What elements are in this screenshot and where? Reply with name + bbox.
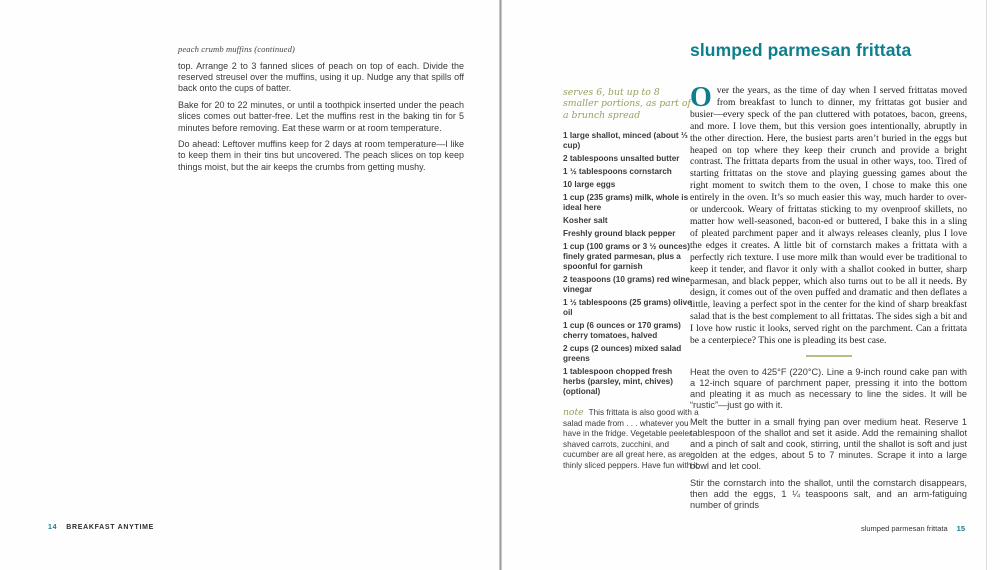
ingredient-item: 1 tablespoon chopped fresh herbs (parsley, mint, chives) (optional) [563,367,673,397]
serves-note: serves 6, but up to 8 smaller portions, as part of a brunch spread [563,87,691,121]
instruction-paragraph: Heat the oven to 425°F (220°C). Line a 9-inch round cake pan with a 12-inch square of parchment paper, pressing it into the bottom and pleating it as much as necessary to line the sides. It will be “rustic”—just go with it. [690,366,967,410]
section-title: BREAKFAST ANYTIME [66,524,155,531]
note-text: This frittata is also good with a salad made from . . . whatever you have in the fridge. Vegetable peeler shaved carrots, zucchini, and cucumber are all great here, as are thinly sliced peppers. Have fun with it. [563,408,700,470]
recipe-note [563,408,701,471]
ingredient-item: 2 cups (2 ounces) mixed salad greens [563,344,682,364]
ingredient-item: 1 cup (6 ounces or 170 grams) cherry tomatoes, halved [563,321,681,341]
left-page-number: 14 [48,524,58,531]
ingredient-item: 10 large eggs [563,180,616,190]
ingredient-item: 2 teaspoons (10 grams) red wine vinegar [563,275,690,295]
left-page-footer [48,524,154,531]
muffin-paragraph: Do ahead: Leftover muffins keep for 2 days at room temperature—I like to keep them in their tins but uncovered. The peach slices on top keep things moist, but the air keeps the crumbs from getting mushy. [178,139,464,172]
page-edge [986,0,987,570]
ingredient-item: 1 large shallot, minced (about ⅓ cup) [563,131,688,151]
footer-recipe-name: slumped parmesan frittata [860,524,948,533]
ingredients-list [563,131,693,397]
ingredients-column [563,87,700,471]
ingredient-item: Kosher salt [563,216,608,226]
muffin-recipe-continued [178,61,464,178]
muffin-paragraph: Bake for 20 to 22 minutes, or until a toothpick inserted under the peach slices comes out batter-free. Let the muffins rest in the baking tin for 5 minutes before removing. Eat these warm or at room temperature. [178,100,464,133]
ingredient-item: 1 ½ tablespoons cornstarch [563,167,672,177]
right-page-footer [861,524,965,533]
note-label: note [563,407,584,419]
ingredient-item: 1 ½ tablespoons (25 grams) olive oil [563,298,692,318]
book-spine [499,0,502,570]
ingredient-item: 1 cup (235 grams) milk, whole is ideal here [563,193,689,213]
drop-cap: O [690,82,712,113]
recipe-headnote [690,82,967,347]
ingredient-item: 1 cup (100 grams or 3 ½ ounces) finely grated parmesan, plus a spoonful for garnish [563,242,690,272]
ingredient-item: Freshly ground black pepper [563,229,676,239]
right-page-number: 15 [956,524,965,533]
muffin-paragraph: top. Arrange 2 to 3 fanned slices of peach on top of each. Divide the reserved streusel over the muffins, using it up. Nudge any that spills off back onto the cups of batter. [178,61,464,94]
recipe-main-column [690,82,967,517]
instructions [690,367,967,511]
recipe-title: slumped parmesan frittata [690,40,912,60]
running-header: peach crumb muffins (continued) [178,44,295,54]
headnote-text: ver the years, as the time of day when I served frittatas moved from breakfast to lunch to dinner, my frittatas got busier and busier—every speck of the pan cluttered with potatoes, bacon, greens, and more. I love them, but this version goes intentionally, abruptly in the other direction. Here, the busiest parts aren’t buried in the eggs but heaped on top where they keep their crunch and provide a bright contrast. The frittata departs from the usual in other ways, too. Tired of starting frittatas on the stove and playing guessing games about the right moment to switch them to the oven, I chose to make this one entirely in the oven. It’s so much easier this way, much harder to over- or undercook. Weary of frittatas sticking to my ovenproof skillets, no matter how well-seasoned, bacon-ed or buttered, I bake this in a sling of pleated parchment paper and it always releases cleanly, plus I love the edges it creates. A little bit of cornstarch makes a frittata with a perfectly rich texture. I use more milk than would ever be traditional to keep it tender, and flavor it only with a shallot cooked in butter, sharp parmesan, and black pepper, which also turns out to be all it needs. By design, it comes out of the oven puffed and dramatic and then deflates a little, leaving a perfect spot in the center for the kind of sharp breakfast salad that is the best complement to all frittatas. The sides sigh a bit and I love how rustic it looks, served right on the parchment. Can a frittata be a centerpiece? This one is pleading its best case. [690,85,967,347]
instruction-paragraph: Stir the cornstarch into the shallot, until the cornstarch disappears, then add the eggs, 1 ¼ teaspoons salt, and an arm-fatiguing number of grinds [690,478,967,510]
instruction-paragraph: Melt the butter in a small frying pan over medium heat. Reserve 1 tablespoon of the shallot and set it aside. Add the remaining shallot and a pinch of salt and cook, stirring, until the shallot is soft and just golden at the edges, about 5 to 7 minutes. Scrape it into a large bowl and let cool. [690,417,967,471]
ingredient-item: 2 tablespoons unsalted butter [563,154,680,164]
section-divider [806,355,852,357]
